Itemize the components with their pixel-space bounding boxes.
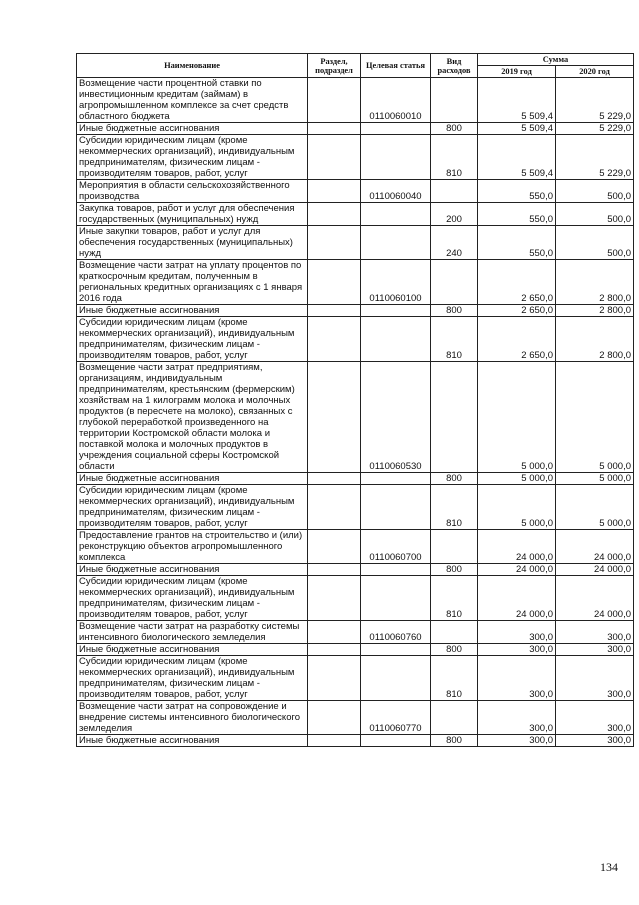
cell-name: Иные бюджетные ассигнования (77, 123, 308, 135)
cell-target (361, 226, 431, 260)
header-name: Наименование (77, 54, 308, 78)
cell-name: Возмещение части затрат на уплату процентов по краткосрочным кредитам, полученным в региональных кредитных организациях с 1 января 2016 года (77, 260, 308, 305)
cell-section (308, 485, 361, 530)
cell-2020: 24 000,0 (556, 564, 634, 576)
cell-type: 810 (431, 656, 478, 701)
cell-section (308, 701, 361, 735)
cell-2019: 300,0 (478, 621, 556, 644)
table-row (77, 644, 634, 656)
cell-target (361, 485, 431, 530)
cell-2019: 300,0 (478, 701, 556, 735)
cell-2020: 5 000,0 (556, 362, 634, 473)
table-header (77, 54, 634, 78)
cell-section (308, 576, 361, 621)
cell-type (431, 621, 478, 644)
table-row (77, 564, 634, 576)
cell-2020: 2 800,0 (556, 317, 634, 362)
cell-2020: 5 000,0 (556, 485, 634, 530)
cell-section (308, 317, 361, 362)
table-row (77, 530, 634, 564)
cell-2019: 550,0 (478, 180, 556, 203)
cell-2020: 5 000,0 (556, 473, 634, 485)
cell-section (308, 305, 361, 317)
cell-target (361, 123, 431, 135)
cell-name: Субсидии юридическим лицам (кроме некоммерческих организаций), индивидуальным предпринимателям, физическим лицам - производителям товаров, работ, услуг (77, 317, 308, 362)
cell-name: Иные бюджетные ассигнования (77, 735, 308, 747)
cell-section (308, 226, 361, 260)
table-row (77, 123, 634, 135)
page-number: 134 (600, 860, 618, 874)
cell-target (361, 203, 431, 226)
cell-2019: 5 000,0 (478, 362, 556, 473)
cell-section (308, 362, 361, 473)
cell-2019: 2 650,0 (478, 317, 556, 362)
cell-section (308, 180, 361, 203)
cell-type: 200 (431, 203, 478, 226)
cell-2020: 5 229,0 (556, 135, 634, 180)
cell-target (361, 644, 431, 656)
cell-target: 0110060530 (361, 362, 431, 473)
cell-2020: 300,0 (556, 621, 634, 644)
table-row (77, 621, 634, 644)
table-row (77, 78, 634, 123)
cell-target (361, 576, 431, 621)
cell-name: Возмещение части затрат на сопровождение и внедрение системы интенсивного биологического земледелия (77, 701, 308, 735)
cell-2020: 300,0 (556, 701, 634, 735)
table-row (77, 180, 634, 203)
header-sum: Сумма (478, 54, 634, 66)
cell-target (361, 473, 431, 485)
cell-2020: 500,0 (556, 203, 634, 226)
cell-section (308, 621, 361, 644)
cell-target (361, 656, 431, 701)
cell-type: 800 (431, 735, 478, 747)
cell-name: Возмещение части затрат предприятиям, организациям, индивидуальным предпринимателям, крестьянским (фермерским) хозяйствам на 1 килограмм молока и молочных продуктов (в пересчете на молоко), связанных с глубокой переработкой произведенного на территории Костромской области молока и поставкой молока и молочных продуктов в учреждения социальной сферы Костромской области (77, 362, 308, 473)
cell-type (431, 180, 478, 203)
table-row (77, 362, 634, 473)
cell-target: 0110060040 (361, 180, 431, 203)
cell-type: 240 (431, 226, 478, 260)
cell-2019: 300,0 (478, 644, 556, 656)
table-row (77, 203, 634, 226)
table-row (77, 260, 634, 305)
cell-target: 0110060770 (361, 701, 431, 735)
table-row (77, 701, 634, 735)
table-row (77, 317, 634, 362)
cell-name: Иные закупки товаров, работ и услуг для обеспечения государственных (муниципальных) нужд (77, 226, 308, 260)
cell-target (361, 305, 431, 317)
cell-type (431, 362, 478, 473)
cell-type: 800 (431, 123, 478, 135)
cell-section (308, 78, 361, 123)
table-row (77, 135, 634, 180)
cell-2020: 500,0 (556, 180, 634, 203)
cell-type: 810 (431, 576, 478, 621)
cell-2020: 300,0 (556, 735, 634, 747)
cell-2019: 5 509,4 (478, 135, 556, 180)
cell-2020: 2 800,0 (556, 260, 634, 305)
cell-2020: 300,0 (556, 644, 634, 656)
table-row (77, 656, 634, 701)
cell-2019: 2 650,0 (478, 305, 556, 317)
cell-section (308, 473, 361, 485)
cell-2019: 550,0 (478, 226, 556, 260)
cell-2019: 5 000,0 (478, 485, 556, 530)
cell-type: 800 (431, 305, 478, 317)
cell-name: Предоставление грантов на строительство и (или) реконструкцию объектов агропромышленного комплекса (77, 530, 308, 564)
cell-2020: 5 229,0 (556, 78, 634, 123)
cell-section (308, 644, 361, 656)
cell-name: Закупка товаров, работ и услуг для обеспечения государственных (муниципальных) нужд (77, 203, 308, 226)
table-row (77, 305, 634, 317)
table-body (77, 78, 634, 747)
cell-2019: 300,0 (478, 656, 556, 701)
cell-type (431, 701, 478, 735)
cell-name: Субсидии юридическим лицам (кроме некоммерческих организаций), индивидуальным предпринимателям, физическим лицам - производителям товаров, работ, услуг (77, 576, 308, 621)
cell-2019: 24 000,0 (478, 564, 556, 576)
cell-target (361, 135, 431, 180)
cell-section (308, 123, 361, 135)
cell-target (361, 735, 431, 747)
cell-type: 810 (431, 317, 478, 362)
table-row (77, 735, 634, 747)
header-target: Целевая статья (361, 54, 431, 78)
table-row (77, 485, 634, 530)
cell-name: Мероприятия в области сельскохозяйственного производства (77, 180, 308, 203)
header-2019: 2019 год (478, 66, 556, 78)
cell-2019: 24 000,0 (478, 576, 556, 621)
cell-target: 0110060100 (361, 260, 431, 305)
cell-2019: 24 000,0 (478, 530, 556, 564)
cell-2020: 24 000,0 (556, 530, 634, 564)
cell-section (308, 260, 361, 305)
cell-2020: 2 800,0 (556, 305, 634, 317)
table-row (77, 576, 634, 621)
cell-target (361, 564, 431, 576)
cell-target: 0110060010 (361, 78, 431, 123)
cell-name: Иные бюджетные ассигнования (77, 644, 308, 656)
cell-section (308, 530, 361, 564)
table-row (77, 226, 634, 260)
cell-2019: 550,0 (478, 203, 556, 226)
cell-type: 800 (431, 644, 478, 656)
header-type: Вид расходов (431, 54, 478, 78)
cell-2020: 24 000,0 (556, 576, 634, 621)
cell-section (308, 564, 361, 576)
cell-target: 0110060760 (361, 621, 431, 644)
cell-2019: 2 650,0 (478, 260, 556, 305)
cell-type: 800 (431, 473, 478, 485)
header-2020: 2020 год (556, 66, 634, 78)
cell-section (308, 203, 361, 226)
cell-2019: 300,0 (478, 735, 556, 747)
cell-type: 800 (431, 564, 478, 576)
cell-2020: 300,0 (556, 656, 634, 701)
cell-name: Субсидии юридическим лицам (кроме некоммерческих организаций), индивидуальным предпринимателям, физическим лицам - производителям товаров, работ, услуг (77, 135, 308, 180)
cell-type: 810 (431, 135, 478, 180)
cell-name: Иные бюджетные ассигнования (77, 473, 308, 485)
cell-section (308, 656, 361, 701)
cell-2019: 5 000,0 (478, 473, 556, 485)
cell-name: Иные бюджетные ассигнования (77, 564, 308, 576)
cell-type (431, 78, 478, 123)
cell-type (431, 530, 478, 564)
cell-2020: 5 229,0 (556, 123, 634, 135)
cell-type: 810 (431, 485, 478, 530)
cell-type (431, 260, 478, 305)
cell-target (361, 317, 431, 362)
cell-name: Субсидии юридическим лицам (кроме некоммерческих организаций), индивидуальным предпринимателям, физическим лицам - производителям товаров, работ, услуг (77, 485, 308, 530)
table-row (77, 473, 634, 485)
cell-section (308, 135, 361, 180)
cell-name: Субсидии юридическим лицам (кроме некоммерческих организаций), индивидуальным предпринимателям, физическим лицам - производителям товаров, работ, услуг (77, 656, 308, 701)
cell-2019: 5 509,4 (478, 123, 556, 135)
cell-target: 0110060700 (361, 530, 431, 564)
cell-2019: 5 509,4 (478, 78, 556, 123)
budget-table (76, 53, 634, 747)
cell-2020: 500,0 (556, 226, 634, 260)
cell-name: Возмещение части затрат на разработку системы интенсивного биологического земледелия (77, 621, 308, 644)
cell-name: Иные бюджетные ассигнования (77, 305, 308, 317)
cell-name: Возмещение части процентной ставки по инвестиционным кредитам (займам) в агропромышленном комплексе за счет средств областного бюджета (77, 78, 308, 123)
header-section: Раздел, подраздел (308, 54, 361, 78)
cell-section (308, 735, 361, 747)
